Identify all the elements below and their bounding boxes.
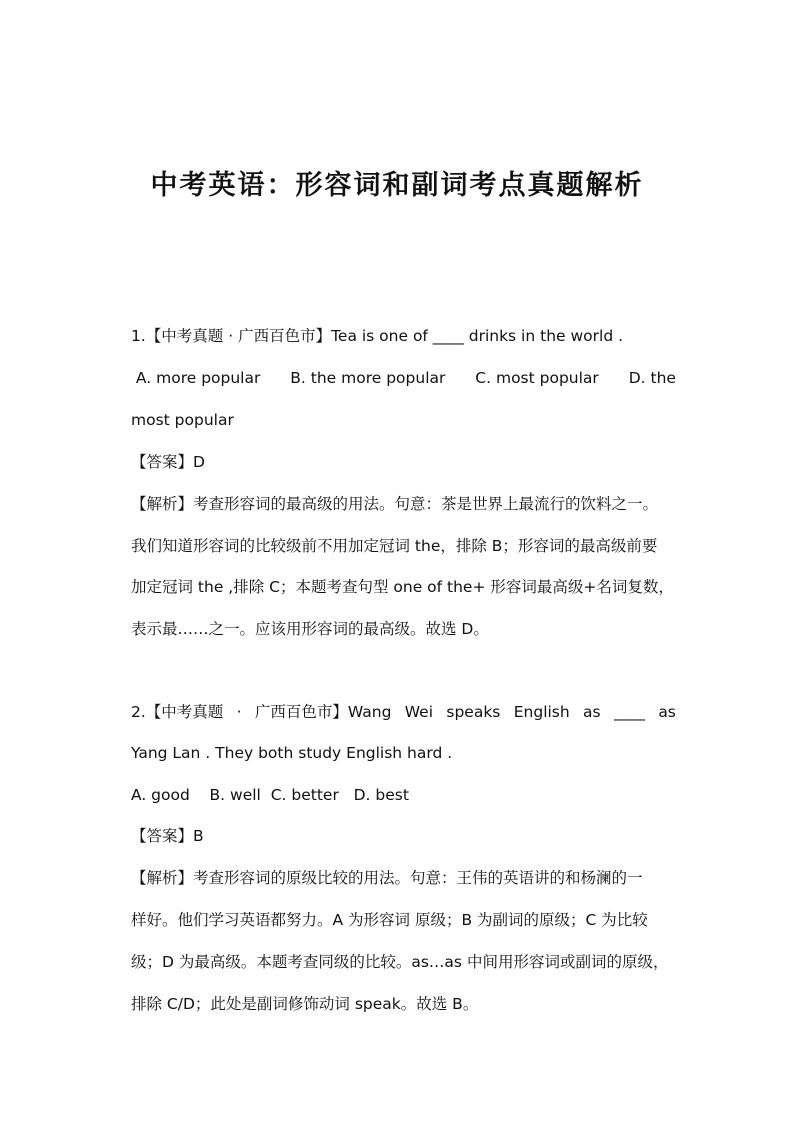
stem-word: 广西百色市】Wang	[254, 703, 392, 721]
stem-word: 2.【中考真题	[131, 703, 224, 721]
question-1-analysis-line: 我们知道形容词的比较级前不用加定冠词 the，排除 B；形容词的最高级前要	[131, 537, 658, 555]
question-2-analysis-line: 样好。他们学习英语都努力。A 为形容词 原级；B 为副词的原级；C 为比较	[131, 911, 648, 929]
question-1-options	[131, 367, 676, 389]
option-c: C. most popular	[475, 369, 599, 387]
question-1-analysis-line: 表示最……之一。应该用形容词的最高级。故选 D。	[131, 620, 489, 638]
stem-word: ·	[236, 703, 242, 721]
stem-blank: ____	[613, 703, 645, 721]
question-1-analysis-line: 【解析】考查形容词的最高级的用法。句意：茶是世界上最流行的饮料之一。	[131, 495, 659, 513]
question-1-answer: 【答案】D	[131, 453, 205, 471]
stem-word: Wei	[404, 703, 434, 721]
question-2-analysis-line: 级；D 为最高级。本题考查同级的比较。as…as 中间用形容词或副词的原级，	[131, 953, 669, 971]
stem-word: English	[513, 703, 570, 721]
question-2-stem	[131, 701, 676, 723]
question-2-options: A. good B. well C. better D. best	[131, 786, 409, 804]
question-2-analysis-line: 【解析】考查形容词的原级比较的用法。句意：王伟的英语讲的和杨澜的一	[131, 869, 643, 887]
stem-word: as	[658, 703, 676, 721]
stem-word: as	[583, 703, 601, 721]
option-b: B. the more popular	[290, 369, 446, 387]
option-a: A. more popular	[131, 369, 261, 387]
question-1-options-continued: most popular	[131, 411, 234, 429]
question-1-stem: 1.【中考真题 · 广西百色市】Tea is one of ____ drinks in the world .	[131, 327, 624, 345]
question-2-analysis-line: 排除 C/D；此处是副词修饰动词 speak。故选 B。	[131, 995, 479, 1013]
question-2-answer: 【答案】B	[131, 827, 204, 845]
question-2-stem-continued: Yang Lan . They both study English hard .	[131, 744, 453, 762]
question-1-analysis-line: 加定冠词 the ,排除 C；本题考查句型 one of the+ 形容词最高级+名词复数，	[131, 578, 674, 596]
option-d: D. the	[628, 369, 676, 387]
stem-word: speaks	[446, 703, 501, 721]
document-title: 中考英语：形容词和副词考点真题解析	[150, 170, 644, 201]
